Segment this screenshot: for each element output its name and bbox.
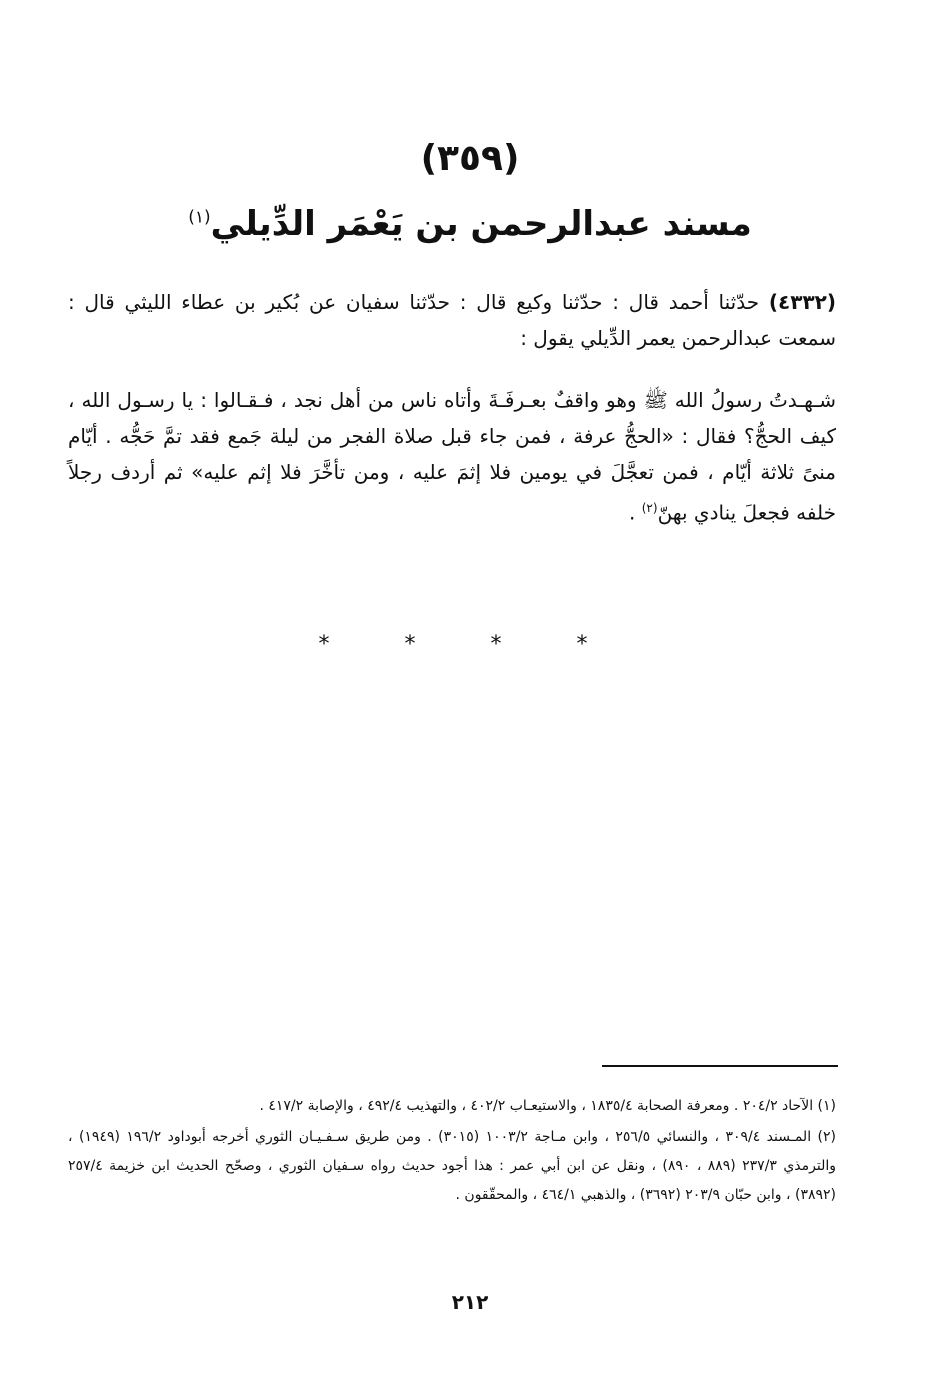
matn-text: شـهـدتُ رسولُ الله ﷺ وهو واقفٌ بعـرفَـةَ وأتاه ناس من أهل نجد ، فـقـالوا : يا رسـول الله ، كيف الحجُّ؟ فقال : «الحجُّ عرفة ، فمن جاء قبل صلاة الفجر من ليلة جَمع فقد تمَّ حَجُّه . أيّام منىً ثلاثة أيّام ، فمن تعجَّلَ في يومين فلا إثمَ عليه ، ومن تأخَّرَ فلا إثم عليه» ثم أردف رجلاً خلفه فجعلَ ينادي بهنّ	[68, 388, 836, 525]
footnotes	[68, 1092, 836, 1212]
section-number: (٣٥٩)	[420, 138, 520, 179]
footnote-ref-2[interactable]: (٢)	[641, 501, 658, 515]
matn-end: .	[629, 500, 642, 525]
footnote-ref-1[interactable]: (١)	[188, 207, 211, 228]
section-title-text: مسند عبدالرحمن بن يَعْمَر الدِّيلي	[210, 204, 752, 244]
hadith-isnad-paragraph	[68, 284, 836, 356]
footnote-2: (٢) المـسند ٣٠٩/٤ ، والنسائي ٢٥٦/٥ ، وابن مـاجة ١٠٠٣/٢ (٣٠١٥) . ومن طريق سـفـيـان الثوري أخرجه أبوداود ١٩٦/٢ (١٩٤٩) ، والترمذي ٢٣٧/٣ (٨٨٩ ، ٨٩٠) ، ونقل عن ابن أبي عمر : هذا أجود حديث رواه سـفيان الثوري ، وصحّح الحديث ابن خزيمة ٢٥٧/٤ (٣٨٩٢) ، وابن حبّان ٢٠٣/٩ (٣٦٩٢) ، والذهبي ٤٦٤/١ ، والمحقّقون .	[68, 1129, 836, 1203]
section-title	[0, 204, 940, 244]
isnad-text: حدّثنا أحمد قال : حدّثنا وكيع قال : حدّثنا سفيان عن بُكير بن عطاء الليثي قال : سمعت عبدالرحمن يعمر الدِّيلي يقول :	[68, 290, 836, 350]
page-number: ٢١٢	[451, 1290, 489, 1314]
hadith-number: (٤٣٣٢)	[768, 290, 837, 314]
section-separator: * * * *	[318, 632, 622, 657]
hadith-matn-paragraph	[68, 382, 836, 531]
footnote-divider	[602, 1065, 838, 1067]
footnote-1: (١) الآحاد ٢٠٤/٢ . ومعرفة الصحابة ١٨٣٥/٤ ، والاستيعـاب ٤٠٢/٢ ، والتهذيب ٤٩٢/٤ ، والإصابة ٤١٧/٢ .	[259, 1098, 836, 1114]
